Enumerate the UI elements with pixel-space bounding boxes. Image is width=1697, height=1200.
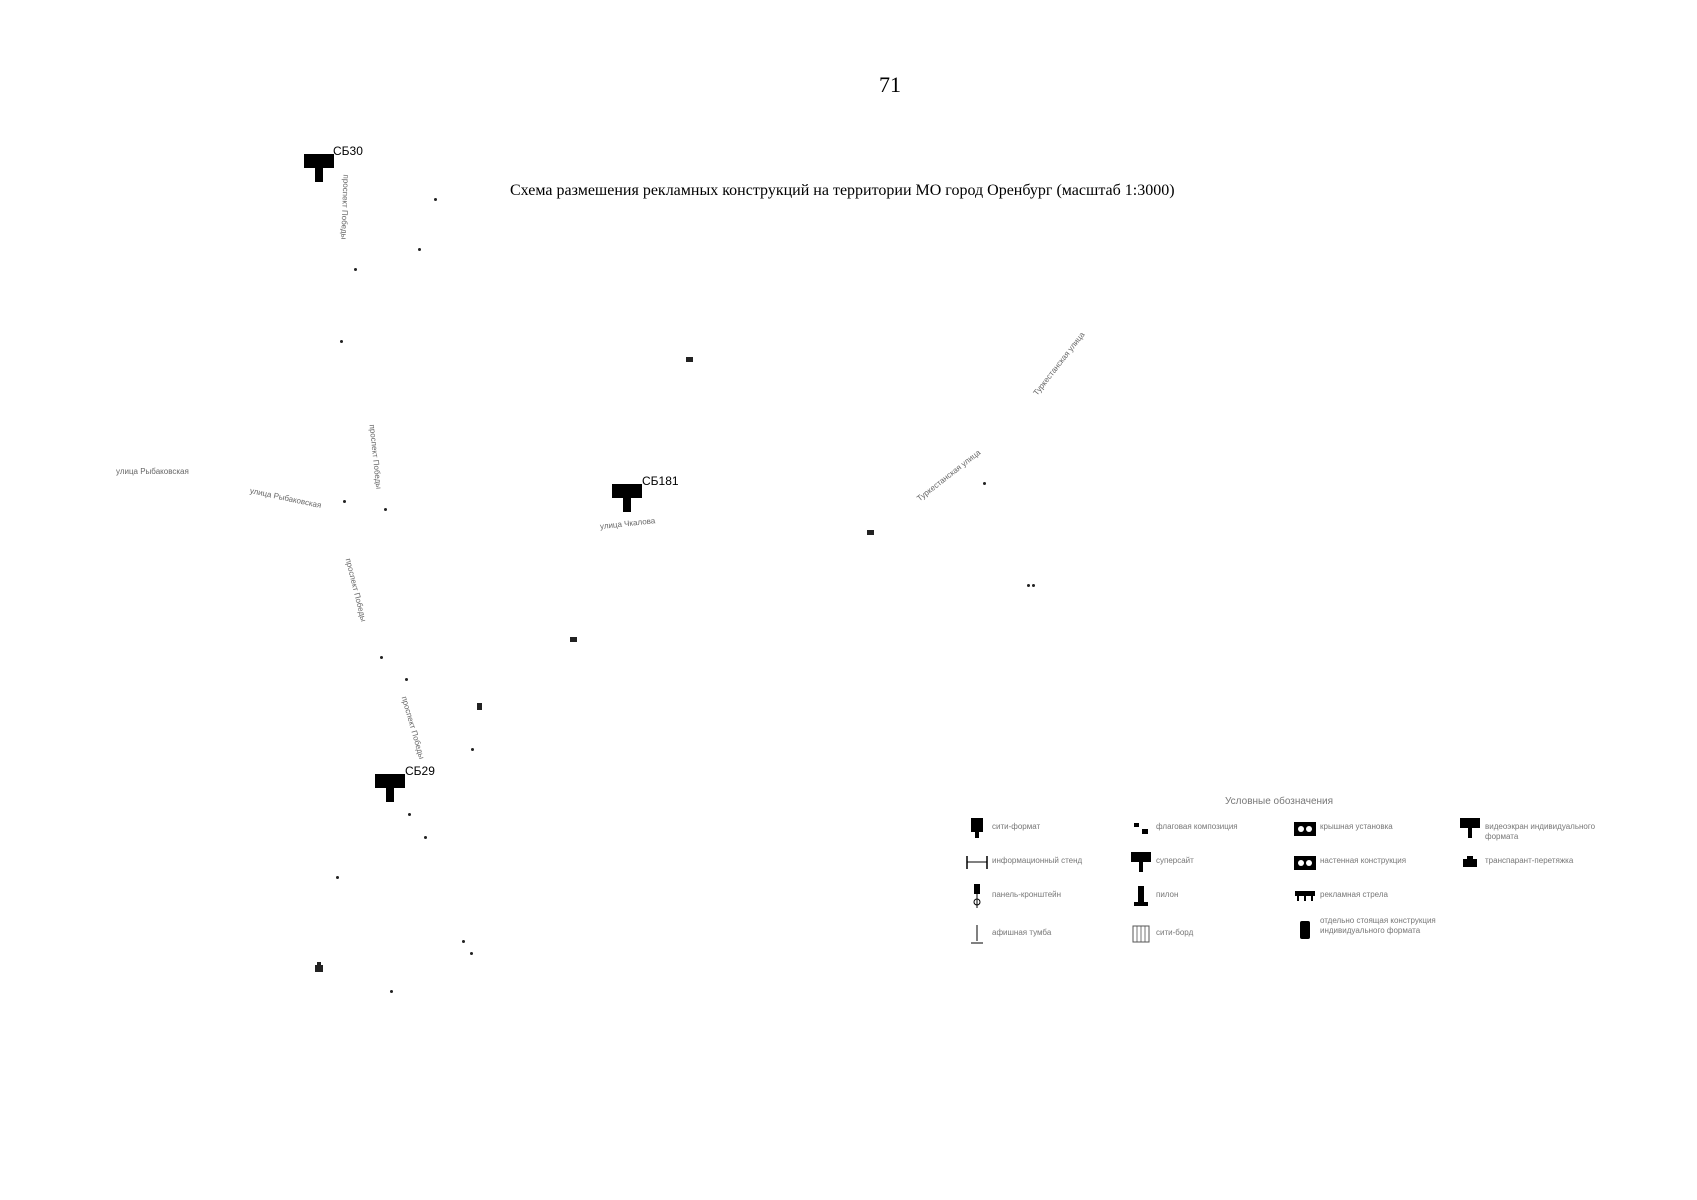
- street-label: проспект Победы: [399, 695, 427, 761]
- map-dot: [354, 268, 357, 271]
- roof-installation-icon: [1290, 816, 1320, 840]
- map-dot: [343, 500, 346, 503]
- map-dot: [340, 340, 343, 343]
- map-mark: [477, 703, 482, 710]
- map-dot: [418, 248, 421, 251]
- legend-item-pylon: пилон: [1126, 884, 1296, 908]
- map-dot: [1027, 584, 1030, 587]
- street-label: Туркестанская улица: [915, 447, 983, 504]
- info-stand-icon: [962, 850, 992, 874]
- map-dot: [471, 748, 474, 751]
- city-board-icon: [1126, 922, 1156, 946]
- map-dot: [336, 876, 339, 879]
- billboard-marker-sb29[interactable]: [375, 774, 405, 802]
- legend-item-city-board: сити-борд: [1126, 922, 1296, 946]
- map-symbol: [314, 962, 324, 972]
- poster-column-icon: [962, 922, 992, 946]
- wall-construction-icon: [1290, 850, 1320, 874]
- banner-stretch-icon: [1455, 850, 1485, 874]
- street-label: проспект Победы: [339, 174, 351, 240]
- legend-title: Условные обозначения: [1225, 796, 1334, 807]
- billboard-marker-sb181[interactable]: [612, 484, 642, 512]
- billboard-icon: [304, 154, 334, 182]
- video-screen-icon: [1455, 816, 1485, 840]
- marker-label-sb29: СБ29: [405, 764, 435, 778]
- legend-item-flag-composition: флаговая композиция: [1126, 816, 1296, 840]
- map-dot: [380, 656, 383, 659]
- map-dot: [408, 813, 411, 816]
- street-label: улица Рыбаковская: [116, 467, 189, 476]
- street-label: проспект Победы: [367, 424, 384, 490]
- legend-item-supersite: суперсайт: [1126, 850, 1296, 874]
- map-dot: [983, 482, 986, 485]
- map-title: Схема размешения рекламных конструкций на территории МО город Оренбург (масштаб 1:3000): [510, 182, 1175, 199]
- freestanding-individual-icon: [1290, 910, 1320, 950]
- legend-item-freestanding-individual: отдельно стоящая конструкция индивидуального формата: [1290, 910, 1440, 950]
- legend-item-advert-arrow: рекламная стрела: [1290, 884, 1460, 908]
- supersite-icon: [1126, 850, 1156, 874]
- legend-item-banner-stretch: транспарант-перетяжка: [1455, 850, 1625, 874]
- billboard-icon: [612, 484, 642, 512]
- map-dot: [384, 508, 387, 511]
- street-label: проспект Победы: [343, 557, 369, 623]
- city-format-icon: [962, 816, 992, 840]
- flag-composition-icon: [1126, 816, 1156, 840]
- legend-item-video-screen: видеоэкран индивидуального формата: [1455, 816, 1615, 842]
- legend-item-roof-installation: крышная установка: [1290, 816, 1460, 840]
- legend-item-city-format: сити-формат: [962, 816, 1132, 840]
- page-number: 71: [879, 72, 901, 97]
- street-label: Туркестанская улица: [1031, 330, 1087, 398]
- billboard-marker-sb30[interactable]: [304, 154, 334, 182]
- marker-label-sb181: СБ181: [642, 474, 679, 488]
- legend-item-wall-construction: настенная конструкция: [1290, 850, 1460, 874]
- map-dot: [424, 836, 427, 839]
- street-label: улица Чкалова: [599, 516, 656, 531]
- map-mark: [867, 530, 874, 535]
- marker-label-sb30: СБ30: [333, 144, 363, 158]
- map-dot: [405, 678, 408, 681]
- map-mark: [570, 637, 577, 642]
- map-dot: [470, 952, 473, 955]
- map-dot: [462, 940, 465, 943]
- billboard-icon: [375, 774, 405, 802]
- map-dot: [1032, 584, 1035, 587]
- street-label: улица Рыбаковская: [249, 486, 323, 511]
- map-dot: [434, 198, 437, 201]
- pylon-icon: [1126, 884, 1156, 908]
- map-dot: [390, 990, 393, 993]
- legend-item-info-stand: информационный стенд: [962, 850, 1132, 874]
- map-mark: [686, 357, 693, 362]
- legend-item-bracket-panel: панель-кронштейн: [962, 884, 1132, 908]
- legend-item-poster-column: афишная тумба: [962, 922, 1132, 946]
- advert-arrow-icon: [1290, 884, 1320, 908]
- bracket-panel-icon: [962, 884, 992, 908]
